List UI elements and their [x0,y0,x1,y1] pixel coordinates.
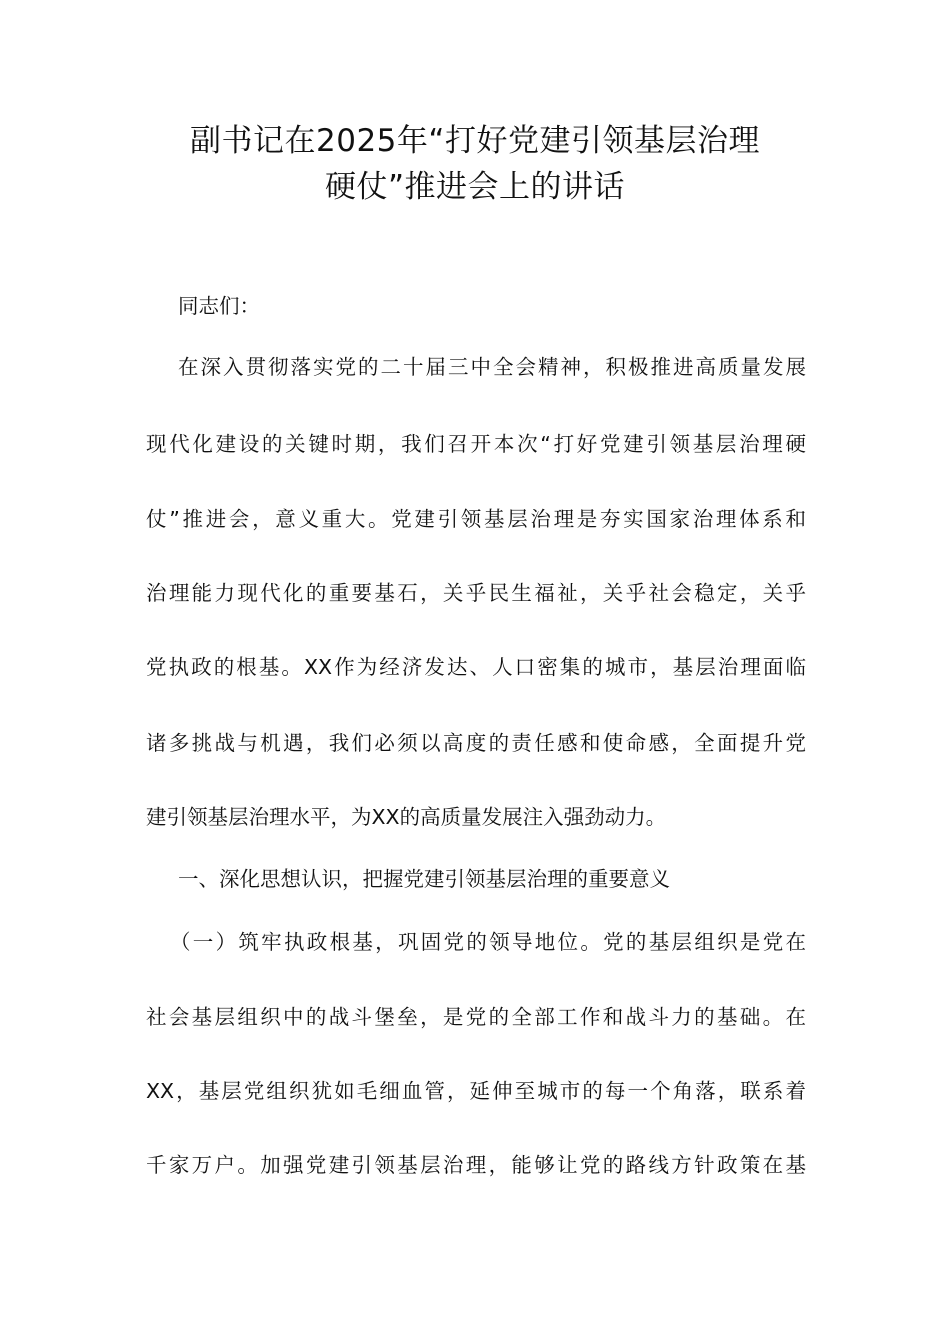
intro-line-3: 仗”推进会，意义重大。党建引领基层治理是夯实国家治理体系和 [146,507,806,531]
intro-line-4: 治理能力现代化的重要基石，关乎民生福祉，关乎社会稳定，关乎 [146,581,806,605]
intro-line-2: 现代化建设的关键时期，我们召开本次“打好党建引领基层治理硬 [146,432,806,456]
intro-line-5: 党执政的根基。XX作为经济发达、人口密集的城市，基层治理面临 [146,655,806,679]
document-title [120,118,830,210]
intro-line-7: 建引领基层治理水平，为XX的高质量发展注入强劲动力。 [146,805,667,829]
section-1-heading: 一、深化思想认识，把握党建引领基层治理的重要意义 [178,867,670,891]
title-line-1: 副书记在2025年“打好党建引领基层治理 [190,123,760,159]
title-line-2: 硬仗”推进会上的讲话 [324,169,626,205]
subsection-1-line-1: （一）筑牢执政根基，巩固党的领导地位。党的基层组织是党在 [170,930,806,954]
intro-line-6: 诸多挑战与机遇，我们必须以高度的责任感和使命感，全面提升党 [146,731,806,755]
intro-line-1: 在深入贯彻落实党的二十届三中全会精神，积极推进高质量发展 [178,355,806,379]
salutation: 同志们： [178,294,260,318]
subsection-1-line-4: 千家万户。加强党建引领基层治理，能够让党的路线方针政策在基 [146,1153,806,1177]
subsection-1-line-3: XX，基层党组织犹如毛细血管，延伸至城市的每一个角落，联系着 [146,1079,806,1103]
subsection-1-line-2: 社会基层组织中的战斗堡垒，是党的全部工作和战斗力的基础。在 [146,1005,806,1029]
